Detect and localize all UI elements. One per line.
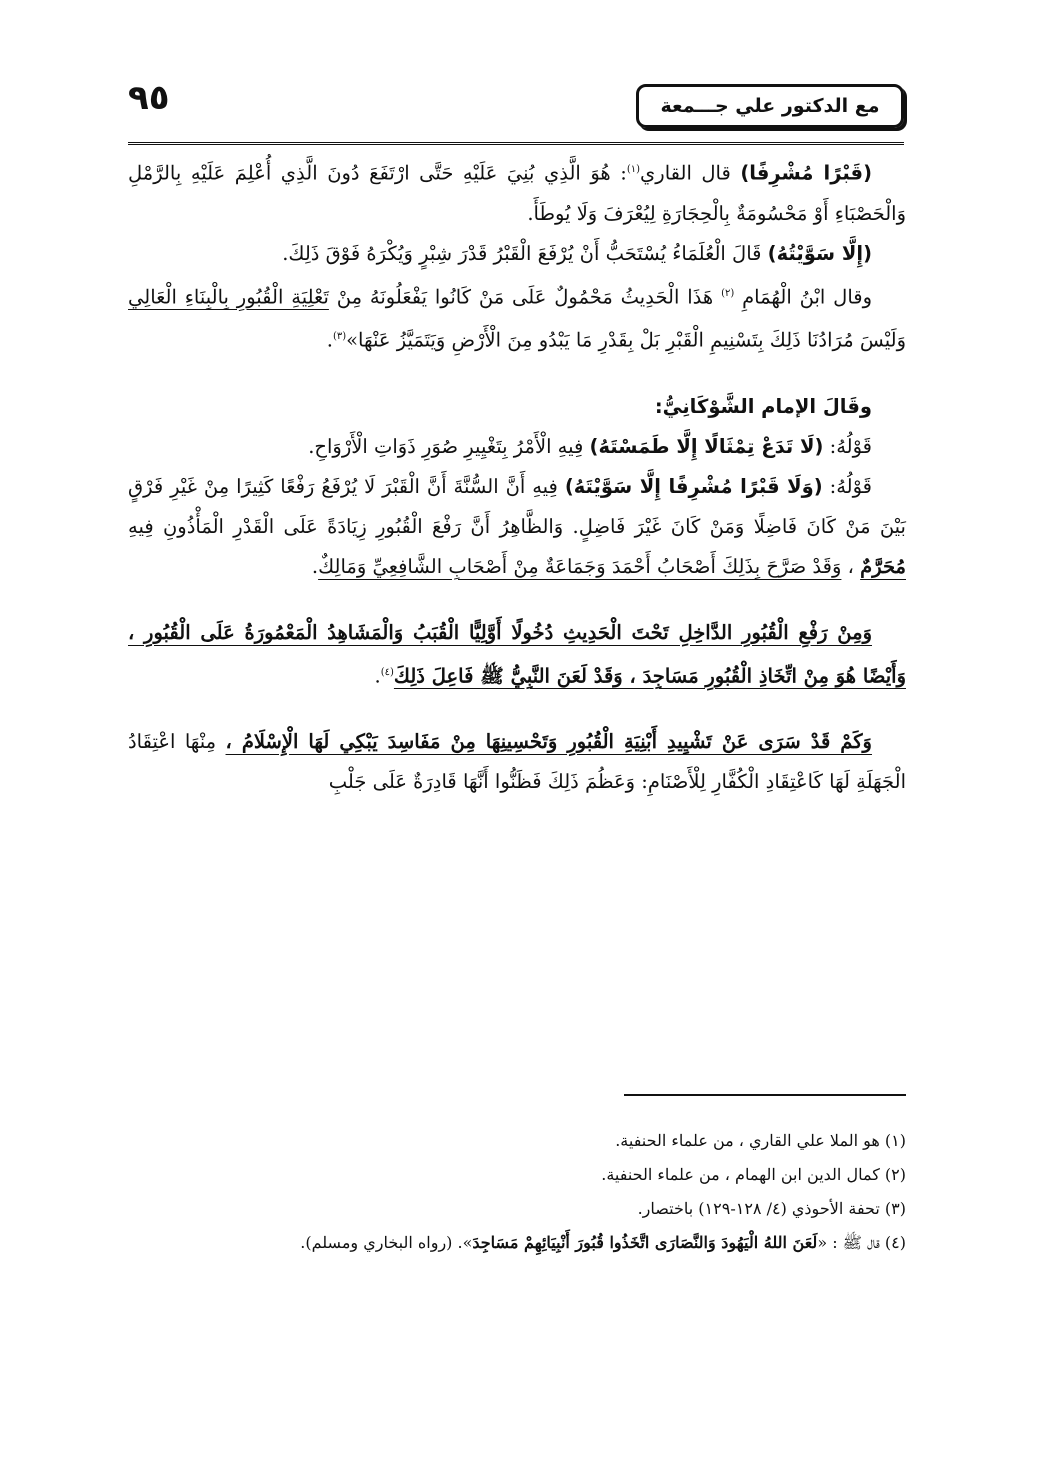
footnote-marker[interactable]: (٣) (332, 331, 347, 342)
section-heading-shawkani: وقَالَ الإمام الشَّوْكَانِيُّ: (654, 394, 872, 418)
paragraph-mafasid (128, 722, 906, 802)
strong-underlined: مُحَرَّمٌ (860, 554, 906, 578)
page-number: ٩٥ (128, 78, 170, 118)
footnote-4-quote: لَعَنَ اللهُ الْيَهُودَ وَالنَّصَارَى اتَّخَذُوا قُبُورَ أَنْبِيَائِهِمْ مَسَاجِدَ (472, 1233, 818, 1252)
footnote-rule (624, 1094, 906, 1096)
strong-underlined: وَمِنْ رَفْعِ الْقُبُورِ الدَّاخِلِ تَحْتَ الْحَدِيثِ دُخُولًا أَوَّلِيًّا الْقُبَبُ وَالْمَشَاهِدُ الْمَعْمُورَةُ عَلَى الْقُبُورِ ، وَأَيْضًا هُوَ مِنْ اتِّخَاذِ الْقُبُورِ مَسَاجِدَ ، وَقَدْ لَعَنَ النَّبِيُّ ﷺ فَاعِلَ ذَلِكَ (128, 620, 906, 687)
paragraph-text: : هُوَ الَّذِي بُنِيَ عَلَيْهِ حَتَّى ارْتَفَعَ دُونَ الَّذِي أُعْلِمَ عَلَيْهِ بِالرَّمْلِ وَالْحَصْبَاءِ أَوْ مَحْسُومَةٌ بِالْحِجَارَةِ لِيُعْرَفَ وَلَا يُوطَأَ. (128, 161, 906, 225)
footnote-1: (١) هو الملا علي القاري ، من علماء الحنفية. (615, 1131, 906, 1150)
footnote-2: (٢) كمال الدين ابن الهمام ، من علماء الحنفية. (601, 1165, 906, 1184)
underlined-text: تَعْلِيَةِ الْقُبُورِ بِالْبِنَاءِ الْعَالِي (128, 285, 329, 308)
paragraph-text: فِيهِ أَنَّ السُّنَّةَ أَنَّ الْقَبْرَ لَا يُرْفَعُ رَفْعًا كَثِيرًا مِنْ غَيْرِ فَرْقٍ بَيْنَ مَنْ كَانَ فَاضِلًا وَمَنْ كَانَ غَيْرَ فَاضِلٍ. وَالظَّاهِرُ أَنَّ رَفْعَ الْقُبُورِ زِيَادَةً عَلَى الْقَدْرِ الْمَأْذُونِ فِيهِ (128, 474, 906, 538)
qawl-label: قَوْلُهُ: (823, 434, 872, 458)
paragraph-text: قَالَ الْعُلَمَاءُ يُسْتَحَبُّ أَنْ يُرْفَعَ الْقَبْرُ قَدْرَ شِبْرٍ وَيُكْرَهُ فَوْقَ ذَلِكَ. (282, 241, 768, 265)
paragraph-end: . (311, 554, 319, 578)
quote-lead: (لَا تَدَعْ تِمْثَالًا إِلَّا طَمَسْتَهُ) (589, 434, 824, 458)
footnote-marker[interactable]: (١) (626, 164, 641, 175)
paragraph-qabr-mushrif (128, 467, 906, 587)
paragraph-text: وَلَيْسَ مُرَادُنَا ذَلِكَ بِتَسْنِيمِ الْقَبْرِ بَلْ بِقَدْرِ مَا يَبْدُو مِنَ الْأَرْضِ وَيَتَمَيَّزُ عَنْهَا» (346, 328, 906, 352)
paragraph-end: . (374, 664, 381, 687)
footnotes (128, 1124, 906, 1260)
paragraph-text: هَذَا الْحَدِيثُ مَحْمُولٌ عَلَى مَنْ كَانُوا يَفْعَلُونَهُ مِنْ (328, 285, 722, 308)
footnote-4 (128, 1226, 906, 1260)
paragraph-ibn-humam (128, 274, 906, 361)
paragraph-qari (128, 150, 906, 234)
paragraph-text: مِنْهَا اعْتِقَادُ الْجَهَلَةِ لَهَا كَاعْتِقَادِ الْكُفَّارِ لِلْأَصْنَامِ: وَعَظُمَ ذَلِكَ فَظَنُّوا أَنَّهَا قَادِرَةٌ عَلَى جَلْبِ (128, 730, 906, 793)
running-header-title: مع الدكتور علي جـــمعة (660, 95, 880, 117)
footnote-marker[interactable]: (٢) (721, 287, 735, 299)
footnote-marker[interactable]: (٤) (380, 666, 394, 678)
running-header-box (636, 84, 904, 128)
quote-lead: (قَبْرًا مُشْرِفًا) (740, 161, 872, 185)
paragraph-text: فِيهِ الْأَمْرُ بِتَغْيِيرِ صُوَرِ ذَوَاتِ الْأَرْوَاحِ. (308, 434, 590, 458)
header-rule (128, 142, 904, 145)
footnote-4-suffix: ». (رواه البخاري ومسلم). (300, 1233, 473, 1252)
paragraph-tamthal (128, 427, 906, 467)
quote-lead: (وَلَا قَبْرًا مُشْرِفًا إِلَّا سَوَّيْتَهُ) (564, 474, 823, 498)
strong-underlined: وَكَمْ قَدْ سَرَى عَنْ تَشْيِيدِ أَبْنِيَةِ الْقُبُورِ وَتَحْسِينِهَا مِنْ مَفَاسِدَ يَبْكِي لَهَا الْإِسْلَامُ ، (225, 730, 872, 753)
footnote-4-prefix: (٤) قال ﷺ : « (817, 1233, 906, 1252)
speaker: قال القاري (640, 161, 741, 185)
qawl-label: قَوْلُهُ: (822, 474, 872, 498)
paragraph-text: ، (841, 554, 861, 578)
footnote-3: (٣) تحفة الأحوذي (٤/ ١٢٨-١٢٩) باختصار. (637, 1199, 906, 1218)
paragraph-end: . (326, 328, 333, 352)
paragraph-text: وقال ابْنُ الْهُمَامِ (734, 285, 872, 308)
underlined-text: وَقَدْ صَرَّحَ بِذَلِكَ أَصْحَابُ أَحْمَدَ وَجَمَاعَةٌ مِنْ أَصْحَابِ الشَّافِعِيِّ وَمَالِكٌ (318, 554, 842, 578)
body-text (128, 150, 906, 802)
paragraph-qubab (128, 613, 906, 697)
quote-lead: (إِلَّا سَوَّيْتُهُ) (767, 241, 872, 265)
paragraph-ulama (128, 234, 906, 274)
